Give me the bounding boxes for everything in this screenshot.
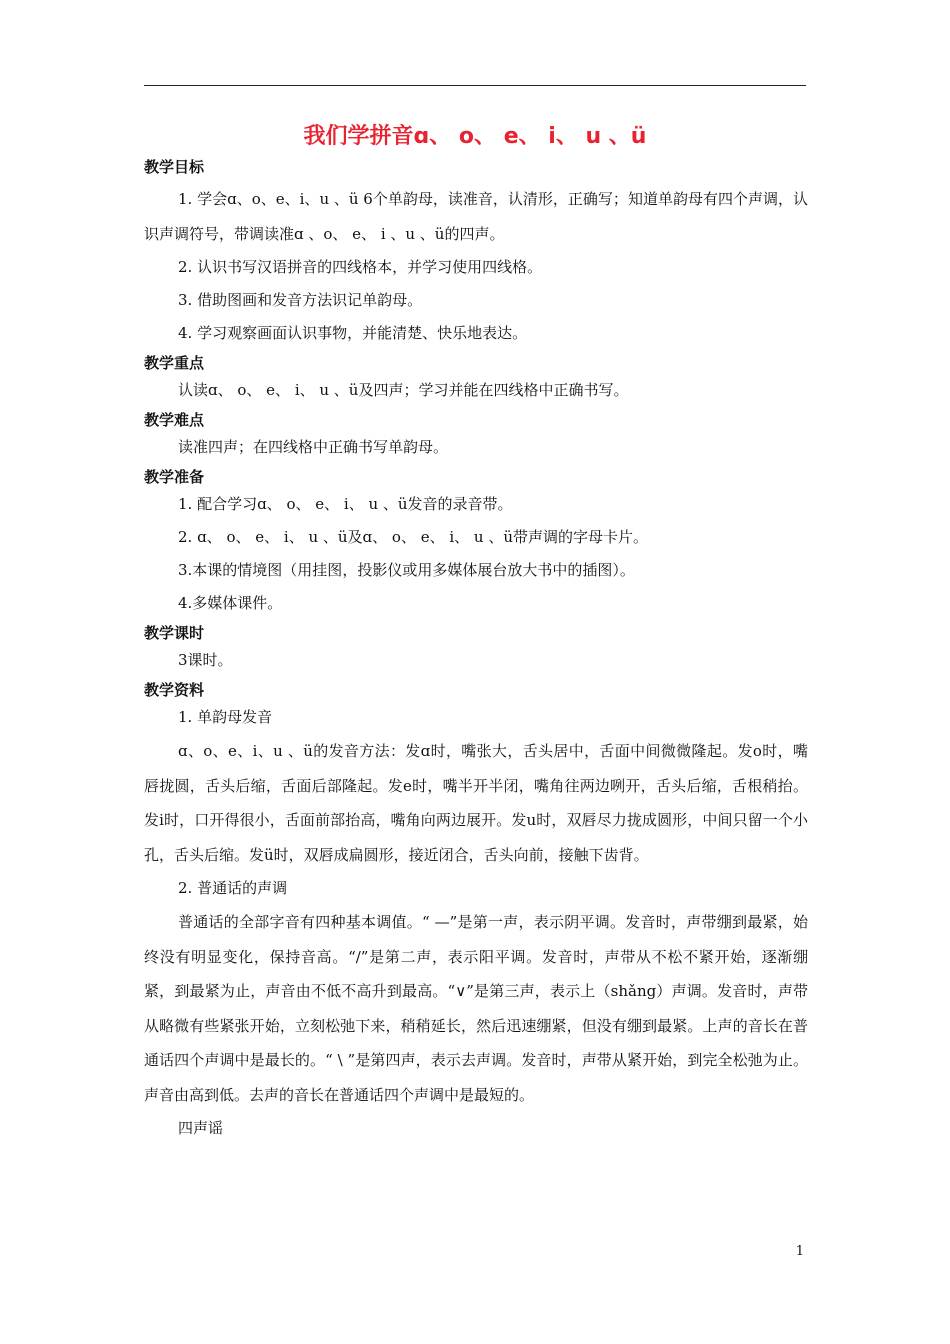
section-heading-preparation: 教学准备 (144, 468, 205, 486)
difficulty-text: 读准四声；在四线格中正确书写单韵母。 (178, 438, 449, 456)
prep-item-3: 3.本课的情境图（用挂图，投影仪或用多媒体展台放大书中的插图）。 (178, 561, 635, 579)
page-number: 1 (795, 1244, 804, 1259)
materials-para-2: 普通话的全部字音有四种基本调值。“ —”是第一声，表示阴平调。发音时，声带绷到最紧，始终没有明显变化，保持音高。“/”是第二声，表示阳平调。发音时，声带从不松不紧开始，逐渐绷紧，到最紧为止，声音由不低不高升到最高。“∨”是第三声，表示上（shǎng）声调。发音时，声带从略微有些紧张开始，立刻松弛下来，稍稍延长，然后迅速绷紧，但没有绷到最紧。上声的音长在普通话四个声调中是最长的。“ \ ”是第四声，表示去声调。发音时，声带从紧开始，到完全松弛为止。声音由高到低。去声的音长在普通话四个声调中是最短的。 (144, 913, 808, 1104)
goal-item-2: 2. 认识书写汉语拼音的四线格本，并学习使用四线格。 (178, 258, 543, 276)
section-heading-goals: 教学目标 (144, 158, 205, 176)
prep-item-4: 4.多媒体课件。 (178, 594, 283, 612)
key-text: 认读ɑ、 o、 e、 i、 u 、ü及四声；学习并能在四线格中正确书写。 (178, 381, 629, 399)
section-heading-materials: 教学资料 (144, 681, 205, 699)
section-heading-difficulty: 教学难点 (144, 411, 205, 429)
periods-text: 3课时。 (178, 651, 233, 669)
materials-sub-2: 2. 普通话的声调 (178, 879, 288, 897)
document-body (144, 156, 808, 1145)
section-heading-periods: 教学课时 (144, 624, 205, 642)
materials-sub-3: 四声谣 (178, 1119, 224, 1137)
goal-item-3: 3. 借助图画和发音方法识记单韵母。 (178, 291, 423, 309)
prep-item-2: 2. ɑ、 o、 e、 i、 u 、ü及ɑ、 o、 e、 i、 u 、ü带声调的字母卡片。 (178, 528, 649, 546)
section-heading-key: 教学重点 (144, 354, 205, 372)
prep-item-1: 1. 配合学习ɑ、 o、 e、 i、 u 、ü发音的录音带。 (178, 495, 513, 513)
goal-item-1: 1. 学会ɑ、o、e、i、u 、ü 6个单韵母，读准音，认清形，正确写；知道单韵母有四个声调，认识声调符号，带调读准ɑ 、o、 e、 i 、u 、ü的四声。 (144, 190, 808, 243)
materials-sub-1: 1. 单韵母发音 (178, 708, 273, 726)
materials-para-1: ɑ、o、e、i、u 、ü的发音方法：发ɑ时，嘴张大，舌头居中，舌面中间微微隆起。发o时，嘴唇拢圆，舌头后缩，舌面后部隆起。发e时，嘴半开半闭，嘴角往两边咧开，舌头后缩，舌根稍抬。发i时，口开得很小，舌面前部抬高，嘴角向两边展开。发u时，双唇尽力拢成圆形，中间只留一个小孔，舌头后缩。发ü时，双唇成扁圆形，接近闭合，舌头向前，接触下齿背。 (144, 742, 808, 864)
page-title: 我们学拼音ɑ、 o、 e、 i、 u 、ü (303, 124, 647, 149)
goal-item-4: 4. 学习观察画面认识事物，并能清楚、快乐地表达。 (178, 324, 528, 342)
header-rule (144, 85, 806, 86)
